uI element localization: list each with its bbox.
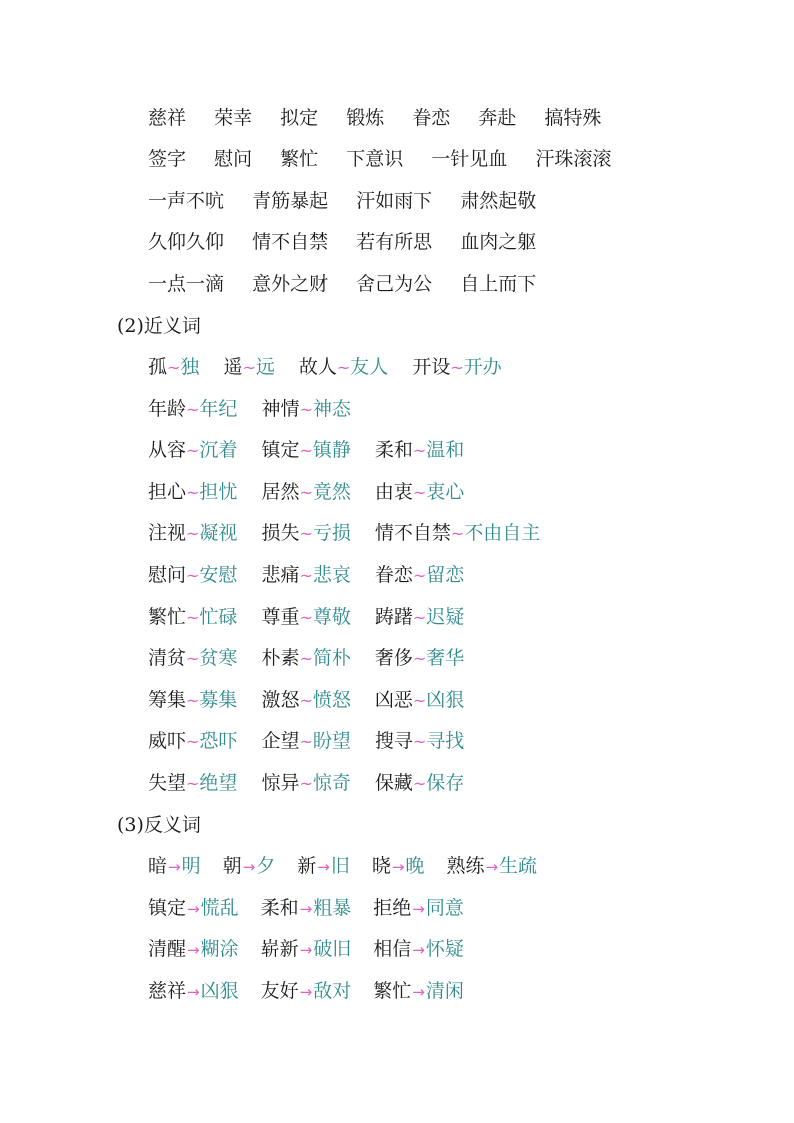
tilde-separator: ~ (299, 482, 313, 502)
pair-word: 拒绝 (373, 896, 412, 919)
pair-answer: 不由自主 (464, 522, 541, 545)
pair-word: 居然 (261, 480, 300, 503)
pair-answer: 沉着 (199, 439, 238, 462)
word: 汗珠滚滚 (535, 148, 612, 170)
word-pair (375, 518, 540, 549)
tilde-separator: ~ (299, 690, 313, 710)
pair-word: 悲痛 (261, 564, 300, 586)
synonym-row (148, 435, 464, 465)
word: 慈祥 (148, 107, 187, 129)
pair-word: 友好 (260, 979, 299, 1002)
arrow-separator: → (391, 858, 405, 876)
tilde-separator: ~ (299, 441, 313, 461)
pair-answer: 尊敬 (312, 605, 351, 628)
word: 荣幸 (214, 107, 253, 129)
word: 锻炼 (346, 107, 385, 129)
arrow-separator: → (412, 982, 425, 1001)
pair-word: 朴素 (261, 647, 300, 670)
pair-word: 遥 (223, 356, 243, 378)
word-pair (261, 394, 350, 425)
pair-word: 威吓 (148, 730, 187, 753)
pair-word: 注视 (148, 522, 187, 545)
pair-answer: 恐吓 (199, 730, 238, 753)
arrow-separator: → (412, 899, 425, 918)
pair-answer: 破旧 (313, 938, 352, 961)
pair-answer: 悲哀 (312, 564, 351, 586)
pair-answer: 寻找 (426, 730, 465, 753)
pair-answer: 敌对 (313, 979, 352, 1002)
word: 肃然起敬 (460, 190, 537, 212)
pair-word: 失望 (148, 772, 187, 794)
word-pair (375, 560, 464, 591)
tilde-separator: ~ (186, 607, 200, 627)
antonym-row (148, 976, 464, 1006)
pair-word: 暗 (148, 855, 168, 877)
pair-answer: 留恋 (426, 564, 465, 586)
word-pair (373, 934, 464, 965)
pair-answer: 亏损 (312, 522, 351, 545)
pair-word: 新 (297, 855, 317, 877)
word-pair (148, 685, 237, 716)
pair-answer: 忙碌 (199, 605, 238, 628)
word: 情不自禁 (252, 231, 329, 253)
word: 青筋暴起 (252, 190, 329, 212)
synonym-row (148, 394, 351, 424)
tilde-separator: ~ (412, 441, 427, 461)
word-row-5 (148, 269, 536, 299)
pair-answer: 怀疑 (425, 938, 464, 961)
word-pair (148, 352, 199, 383)
pair-word: 凶恶 (374, 688, 413, 711)
word-row-3 (148, 186, 536, 216)
word-pair (148, 768, 237, 799)
word-pair (261, 685, 350, 716)
arrow-separator: → (485, 858, 499, 876)
synonym-row (148, 726, 464, 756)
word-row-2 (148, 144, 611, 174)
word-pair (375, 643, 464, 674)
pair-word: 担心 (148, 480, 187, 503)
word-pair (261, 726, 350, 757)
pair-word: 尊重 (261, 605, 300, 628)
synonym-row (148, 560, 464, 590)
word-pair (261, 518, 350, 549)
word-pair (446, 851, 537, 882)
word-pair (223, 851, 276, 882)
arrow-separator: → (242, 858, 256, 876)
tilde-separator: ~ (412, 607, 427, 627)
synonym-row (148, 352, 502, 382)
word: 拟定 (280, 107, 319, 129)
pair-answer: 担忧 (199, 480, 238, 503)
pair-answer: 保存 (426, 772, 465, 794)
pair-word: 损失 (261, 522, 300, 545)
tilde-separator: ~ (412, 732, 427, 752)
pair-word: 激怒 (261, 688, 300, 711)
word-pair (261, 934, 352, 965)
word-pair (299, 352, 388, 383)
pair-word: 开设 (412, 356, 451, 378)
word: 意外之财 (252, 273, 329, 295)
pair-word: 慰问 (148, 564, 187, 586)
tilde-separator: ~ (186, 399, 200, 419)
arrow-separator: → (299, 982, 313, 1001)
word-pair (148, 477, 237, 508)
tilde-separator: ~ (186, 524, 200, 544)
word-pair (261, 602, 350, 633)
pair-word: 柔和 (260, 896, 299, 919)
synonym-row (148, 643, 464, 673)
pair-word: 从容 (148, 439, 187, 462)
pair-answer: 开办 (463, 356, 502, 378)
pair-word: 慈祥 (148, 979, 187, 1002)
word-pair (261, 643, 350, 674)
word-pair (148, 394, 237, 425)
word-pair (297, 851, 350, 882)
pair-word: 繁忙 (148, 605, 187, 628)
pair-answer: 募集 (199, 688, 238, 711)
tilde-separator: ~ (299, 607, 313, 627)
word-pair (375, 435, 464, 466)
pair-word: 相信 (373, 938, 412, 961)
word-pair (261, 893, 352, 924)
pair-answer: 惊奇 (312, 772, 351, 794)
word: 一点一滴 (148, 273, 225, 295)
tilde-separator: ~ (186, 690, 200, 710)
pair-answer: 清闲 (425, 979, 464, 1002)
word-pair (261, 477, 350, 508)
synonym-row (148, 768, 464, 798)
pair-answer: 粗暴 (313, 896, 352, 919)
word-pair (373, 976, 464, 1007)
pair-word: 朝 (222, 855, 242, 877)
arrow-separator: → (187, 941, 200, 960)
pair-answer: 同意 (425, 896, 464, 919)
pair-word: 企望 (261, 730, 300, 753)
pair-answer: 远 (255, 356, 275, 378)
word-pair (148, 934, 239, 965)
pair-answer: 年纪 (199, 397, 238, 420)
word: 搞特殊 (544, 107, 602, 129)
word-pair (148, 435, 237, 466)
word-pair (412, 352, 501, 383)
pair-answer: 友人 (350, 356, 389, 378)
pair-answer: 盼望 (312, 730, 351, 753)
pair-answer: 慌乱 (200, 896, 239, 919)
word-pair (148, 560, 237, 591)
pair-word: 搜寻 (374, 730, 413, 753)
pair-answer: 独 (180, 356, 200, 378)
pair-answer: 明 (181, 855, 201, 877)
word: 舍己为公 (356, 273, 433, 295)
pair-word: 晓 (371, 855, 391, 877)
word: 下意识 (346, 148, 404, 170)
word: 签字 (148, 148, 187, 170)
word: 奔赴 (478, 107, 517, 129)
pair-answer: 糊涂 (200, 938, 239, 961)
word-row-1 (148, 103, 601, 133)
word-pair (375, 602, 464, 633)
pair-answer: 夕 (256, 855, 276, 877)
pair-answer: 贫寒 (199, 647, 238, 670)
arrow-separator: → (187, 899, 200, 918)
pair-word: 神情 (261, 397, 300, 420)
word: 繁忙 (280, 148, 319, 170)
pair-answer: 竟然 (312, 480, 351, 503)
tilde-separator: ~ (336, 358, 351, 377)
word: 自上而下 (460, 273, 537, 295)
antonyms-heading-number: (3) (117, 814, 144, 836)
word: 血肉之躯 (460, 231, 537, 253)
pair-answer: 镇静 (312, 439, 351, 462)
word-pair (375, 768, 464, 799)
pair-answer: 愤怒 (312, 688, 351, 711)
pair-answer: 简朴 (312, 647, 351, 670)
tilde-separator: ~ (186, 649, 200, 669)
arrow-separator: → (168, 858, 181, 876)
antonyms-heading-text: 反义词 (143, 814, 201, 836)
word-pair (148, 976, 239, 1007)
word-pair (148, 893, 239, 924)
pair-word: 踌躇 (374, 605, 413, 628)
synonym-row (148, 685, 464, 715)
synonyms-heading-text: 近义词 (143, 315, 201, 337)
word-pair (148, 643, 237, 674)
word-pair (148, 518, 237, 549)
pair-word: 惊异 (261, 772, 300, 794)
tilde-separator: ~ (299, 524, 313, 544)
tilde-separator: ~ (299, 732, 313, 752)
pair-word: 故人 (298, 356, 337, 378)
antonyms-heading (117, 810, 201, 840)
word-pair (261, 560, 350, 591)
tilde-separator: ~ (186, 566, 200, 585)
tilde-separator: ~ (412, 690, 427, 710)
word-pair (375, 477, 464, 508)
pair-word: 崭新 (260, 938, 299, 961)
tilde-separator: ~ (299, 649, 313, 669)
antonym-row (148, 934, 464, 964)
tilde-separator: ~ (412, 566, 427, 585)
synonym-row (148, 518, 540, 548)
pair-answer: 晚 (405, 855, 425, 877)
tilde-separator: ~ (242, 358, 256, 377)
word-pair (261, 768, 350, 799)
pair-answer: 生疏 (499, 855, 538, 877)
synonyms-heading-number: (2) (117, 315, 144, 337)
pair-answer: 凝视 (199, 522, 238, 545)
tilde-separator: ~ (299, 774, 313, 793)
tilde-separator: ~ (299, 399, 313, 419)
pair-word: 清醒 (148, 938, 187, 961)
antonym-row (148, 893, 464, 923)
pair-word: 奢侈 (374, 647, 413, 670)
tilde-separator: ~ (412, 774, 427, 793)
pair-word: 熟练 (446, 855, 485, 877)
pair-word: 清贫 (148, 647, 187, 670)
pair-answer: 神态 (312, 397, 351, 420)
pair-answer: 衷心 (426, 480, 465, 503)
tilde-separator: ~ (412, 649, 427, 669)
word: 眷恋 (412, 107, 451, 129)
tilde-separator: ~ (299, 566, 313, 585)
tilde-separator: ~ (186, 482, 200, 502)
pair-answer: 温和 (426, 439, 465, 462)
pair-answer: 凶狠 (200, 979, 239, 1002)
pair-answer: 绝望 (199, 772, 238, 794)
pair-word: 保藏 (374, 772, 413, 794)
word-pair (261, 435, 350, 466)
word-pair (375, 726, 464, 757)
word: 一声不吭 (148, 190, 225, 212)
antonym-row (148, 851, 537, 881)
word-row-4 (148, 227, 536, 257)
pair-word: 情不自禁 (374, 522, 451, 545)
tilde-separator: ~ (450, 358, 464, 377)
word-pair (373, 893, 464, 924)
pair-answer: 奢华 (426, 647, 465, 670)
pair-word: 孤 (148, 356, 168, 378)
arrow-separator: → (317, 858, 330, 876)
pair-word: 筹集 (148, 688, 187, 711)
synonym-row (148, 602, 464, 632)
pair-word: 镇定 (148, 896, 187, 919)
tilde-separator: ~ (186, 774, 200, 793)
pair-answer: 凶狠 (426, 688, 465, 711)
word: 慰问 (214, 148, 253, 170)
arrow-separator: → (299, 899, 313, 918)
word-pair (375, 685, 464, 716)
word: 若有所思 (356, 231, 433, 253)
pair-word: 繁忙 (373, 979, 412, 1002)
arrow-separator: → (412, 941, 425, 960)
word-pair (372, 851, 425, 882)
pair-answer: 迟疑 (426, 605, 465, 628)
synonym-row (148, 477, 464, 507)
word-pair (223, 352, 274, 383)
word: 汗如雨下 (356, 190, 433, 212)
tilde-separator: ~ (186, 441, 200, 461)
pair-answer: 旧 (330, 855, 350, 877)
word-pair (148, 726, 237, 757)
pair-word: 年龄 (148, 397, 187, 420)
pair-word: 眷恋 (374, 564, 413, 586)
pair-word: 柔和 (374, 439, 413, 462)
synonyms-heading (117, 311, 201, 341)
tilde-separator: ~ (412, 482, 427, 502)
arrow-separator: → (187, 982, 200, 1001)
tilde-separator: ~ (450, 524, 465, 544)
pair-answer: 安慰 (199, 564, 238, 586)
tilde-separator: ~ (167, 358, 181, 377)
arrow-separator: → (299, 941, 313, 960)
word-pair (148, 602, 237, 633)
pair-word: 由衷 (374, 480, 413, 503)
tilde-separator: ~ (186, 732, 200, 752)
pair-word: 镇定 (261, 439, 300, 462)
word: 久仰久仰 (148, 231, 225, 253)
word: 一针见血 (431, 148, 508, 170)
word-pair (261, 976, 352, 1007)
word-pair (148, 851, 201, 882)
